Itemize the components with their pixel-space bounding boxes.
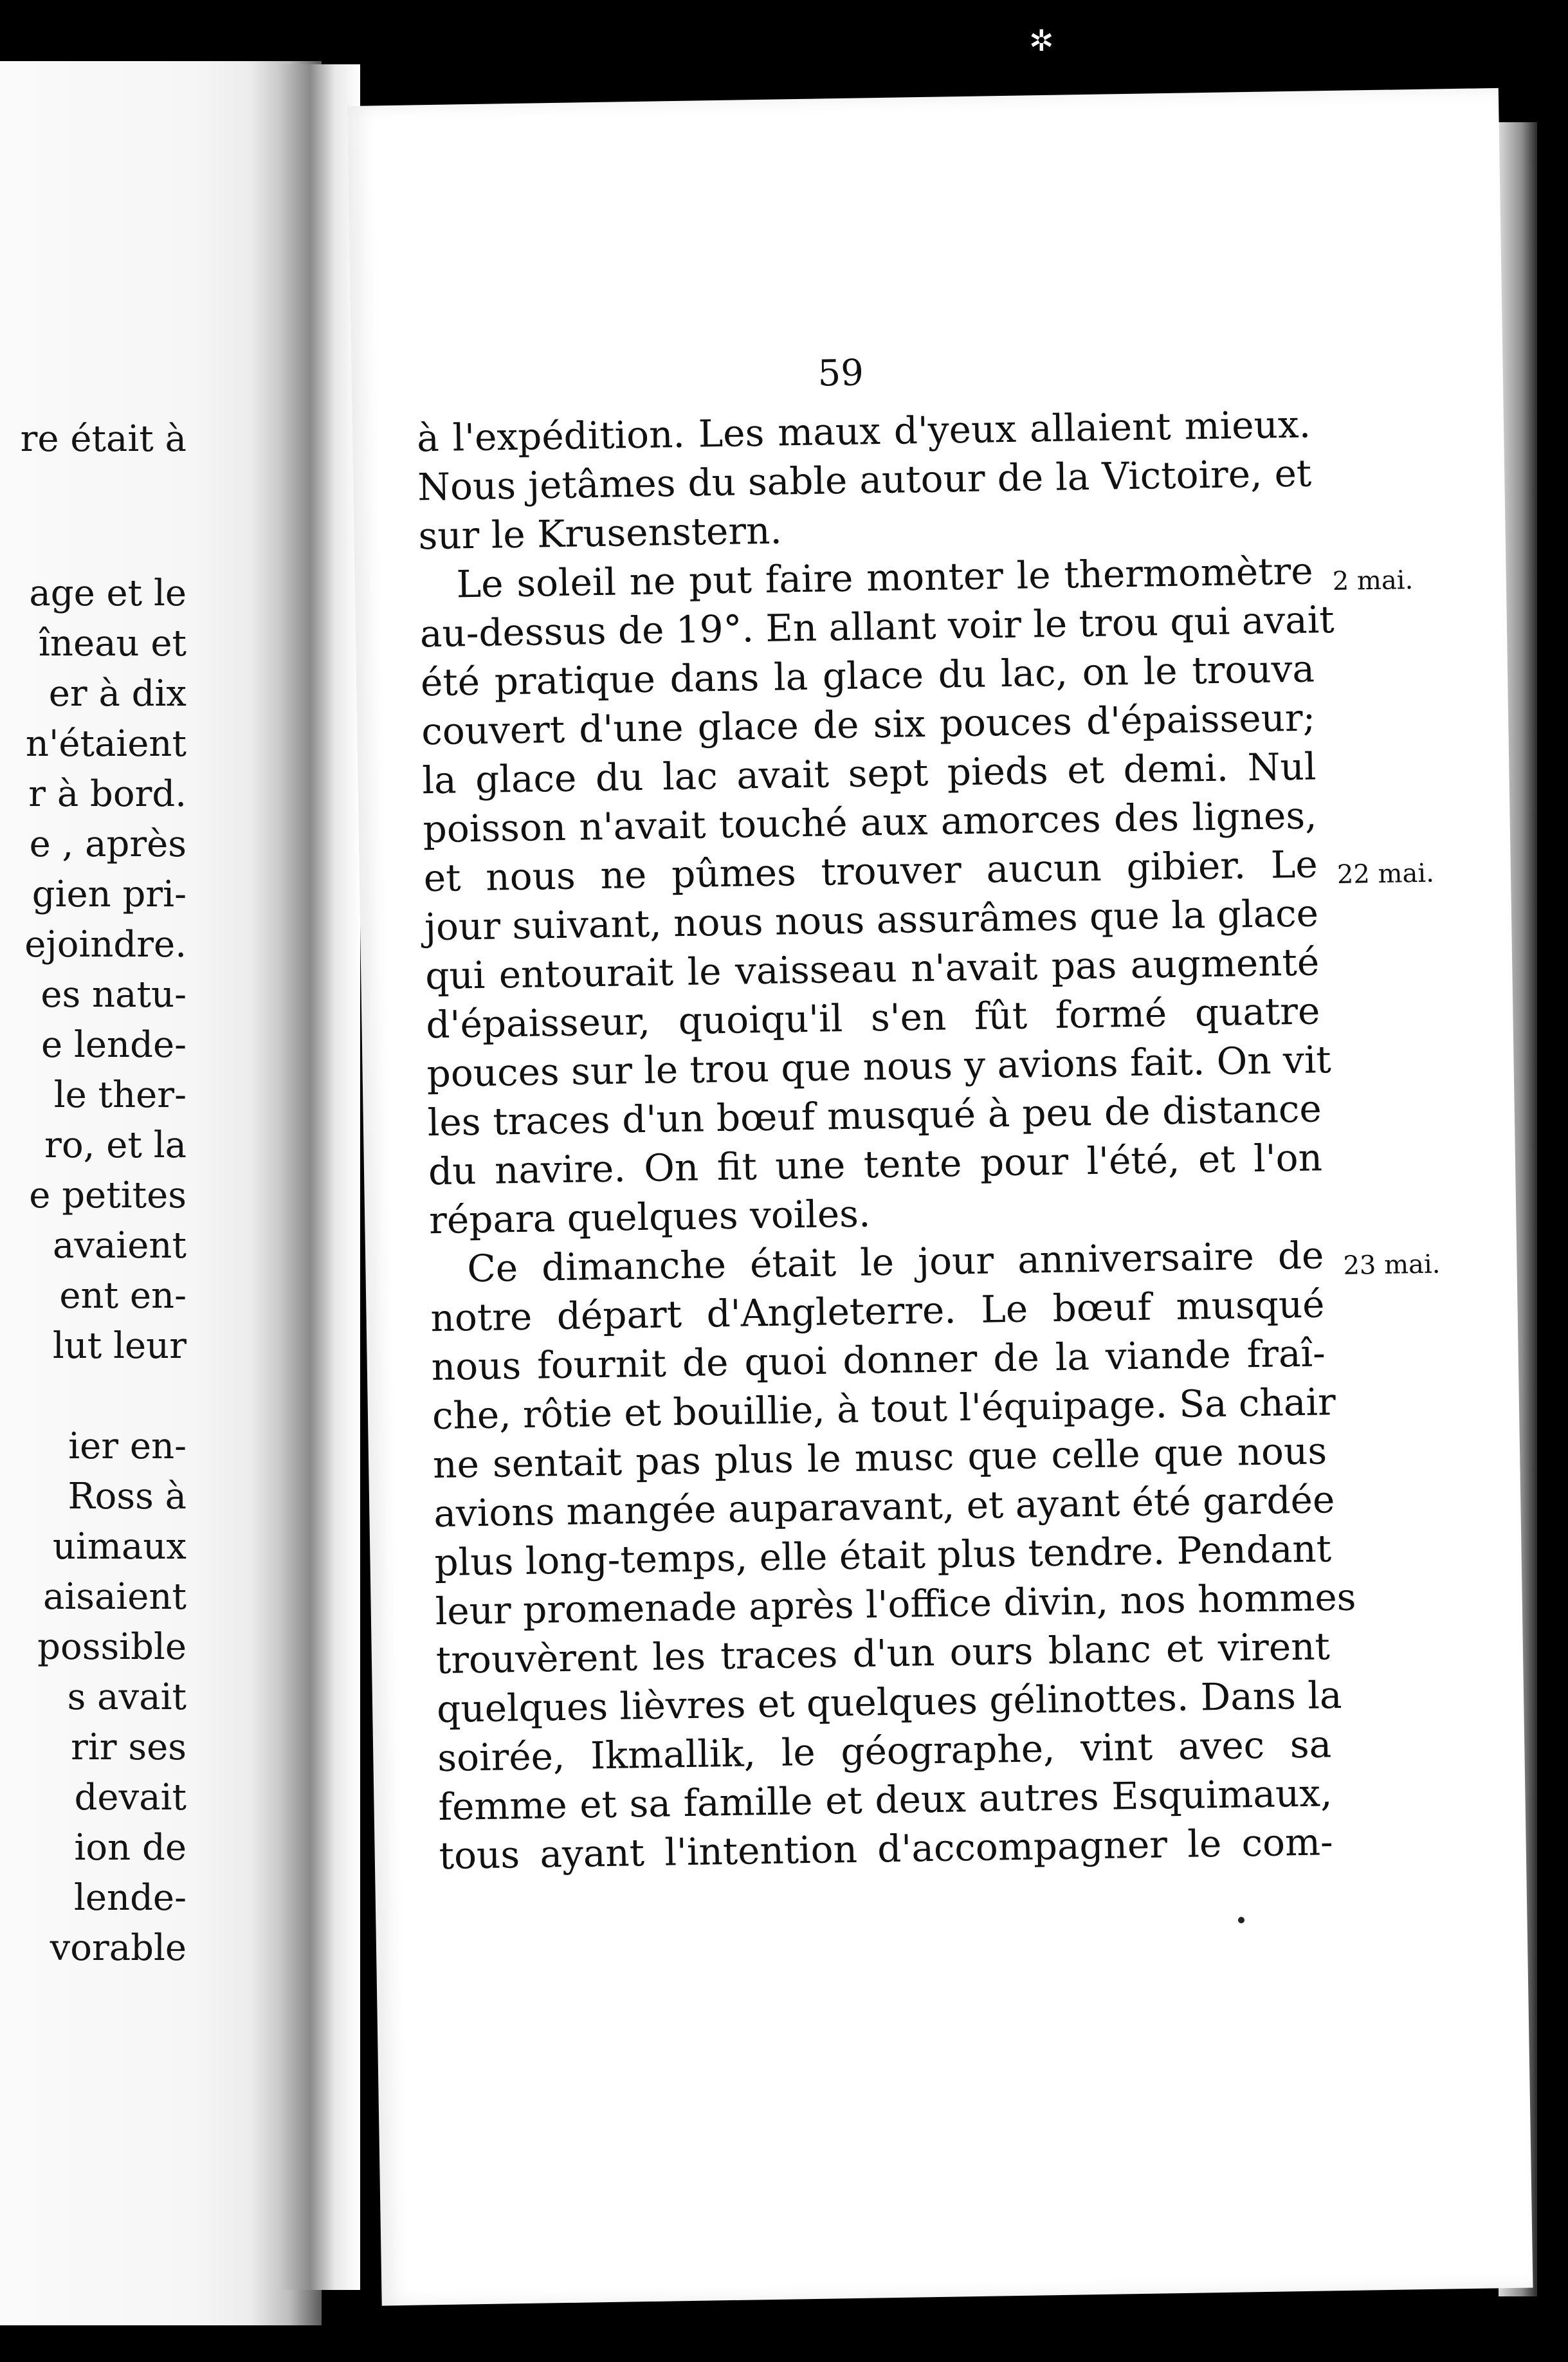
text-line: notre départ d'Angleterre. Le bœuf musqué [430, 1282, 1325, 1341]
left-line: re était à [20, 418, 187, 460]
left-line: avaient [52, 1225, 187, 1267]
text-line: leur promenade après l'office divin, nos hommes [435, 1575, 1356, 1634]
left-line: ion de [74, 1827, 187, 1869]
text-line: quelques lièvres et quelques gélinottes. Dans la [436, 1673, 1342, 1732]
text-line: d'épaisseur, quoiqu'il s'en fût formé quatre [425, 989, 1320, 1047]
ink-dot [1238, 1917, 1244, 1923]
left-line: ier en- [68, 1425, 187, 1467]
left-line: ro, et la [44, 1124, 187, 1166]
body-text [416, 400, 1356, 1881]
left-line: s avait [67, 1676, 187, 1718]
right-page [347, 88, 1533, 2306]
left-line: aisaient [42, 1576, 187, 1618]
text-line: pouces sur le trou que nous y avions fait. On vit [426, 1038, 1332, 1096]
scan-speck-icon: ✲ [1029, 23, 1054, 58]
text-line: Nous jetâmes du sable autour de la Victoire, et [417, 451, 1312, 509]
text-line: Ce dimanche était le jour anniversaire de [466, 1233, 1324, 1291]
text-line: à l'expédition. Les maux d'yeux allaient mieux. [416, 402, 1311, 461]
left-line: r à bord. [28, 773, 187, 815]
text-line: femme et sa famille et deux autres Esquimaux, [438, 1771, 1333, 1829]
text-line: été pratique dans la glace du lac, on le trouva [420, 646, 1315, 705]
left-line: e petites [29, 1175, 187, 1216]
book-gutter-shadow [277, 64, 360, 2290]
left-line: es natu- [41, 974, 187, 1016]
left-facing-page [0, 61, 322, 2325]
left-line: uimaux [52, 1526, 187, 1568]
text-line: répara quelques voiles. [428, 1191, 871, 1243]
text-line: che, rôtie et bouillie, à tout l'équipage. Sa chair [432, 1380, 1336, 1438]
text-line: plus long-temps, elle était plus tendre. Pendant [434, 1526, 1332, 1585]
text-line: ne sentait pas plus le musc que celle que nous [432, 1429, 1327, 1487]
text-line: couvert d'une glace de six pouces d'épaisseur; [421, 695, 1316, 754]
margin-date-note: 2 mai. [1332, 565, 1414, 597]
text-line: la glace du lac avait sept pieds et demi. Nul [421, 744, 1317, 803]
text-line: qui entourait le vaisseau n'avait pas augmenté [424, 940, 1320, 998]
left-line: n'étaient [25, 723, 187, 765]
left-line: lut leur [52, 1325, 187, 1367]
left-line: e , après [29, 823, 187, 865]
left-line: er à dix [48, 673, 187, 715]
left-line: ent en- [59, 1275, 187, 1317]
page-number: 59 [817, 352, 864, 395]
left-line: e lende- [41, 1024, 187, 1066]
text-line: et nous ne pûmes trouver aucun gibier. Le [423, 842, 1318, 901]
text-line: au-dessus de 19°. En allant voir le trou qui avait [419, 597, 1335, 656]
left-line: vorable [50, 1927, 187, 1969]
left-line: ejoindre. [24, 924, 187, 966]
left-line: gien pri- [32, 874, 187, 915]
left-line: îneau et [38, 623, 187, 664]
left-line: Ross à [68, 1476, 187, 1517]
text-line: jour suivant, nous nous assurâmes que la glace [424, 891, 1319, 949]
left-line: devait [74, 1777, 187, 1818]
text-line: Le soleil ne put faire monter le thermomètre [456, 549, 1314, 607]
text-line: trouvèrent les traces d'un ours blanc et virent [435, 1624, 1331, 1683]
text-line: tous ayant l'intention d'accompagner le com- [439, 1820, 1334, 1878]
margin-date-note: 22 mai. [1336, 858, 1435, 890]
left-line: rir ses [71, 1726, 187, 1768]
text-line: soirée, Ikmallik, le géographe, vint avec sa [437, 1722, 1332, 1781]
left-line: possible [37, 1626, 187, 1668]
text-line: sur le Krusenstern. [417, 508, 783, 558]
text-line: poisson n'avait touché aux amorces des lignes, [423, 793, 1318, 852]
left-line: age et le [29, 572, 187, 614]
text-line: les traces d'un bœuf musqué à peu de distance [427, 1086, 1322, 1145]
left-line: le ther- [53, 1074, 187, 1116]
text-line: du navire. On fit une tente pour l'été, et l'on [428, 1135, 1323, 1194]
margin-date-note: 23 mai. [1343, 1249, 1441, 1281]
text-line: avions mangée auparavant, et ayant été gardée [433, 1478, 1335, 1536]
left-line: lende- [73, 1877, 187, 1919]
text-line: nous fournit de quoi donner de la viande fraî- [431, 1331, 1326, 1389]
